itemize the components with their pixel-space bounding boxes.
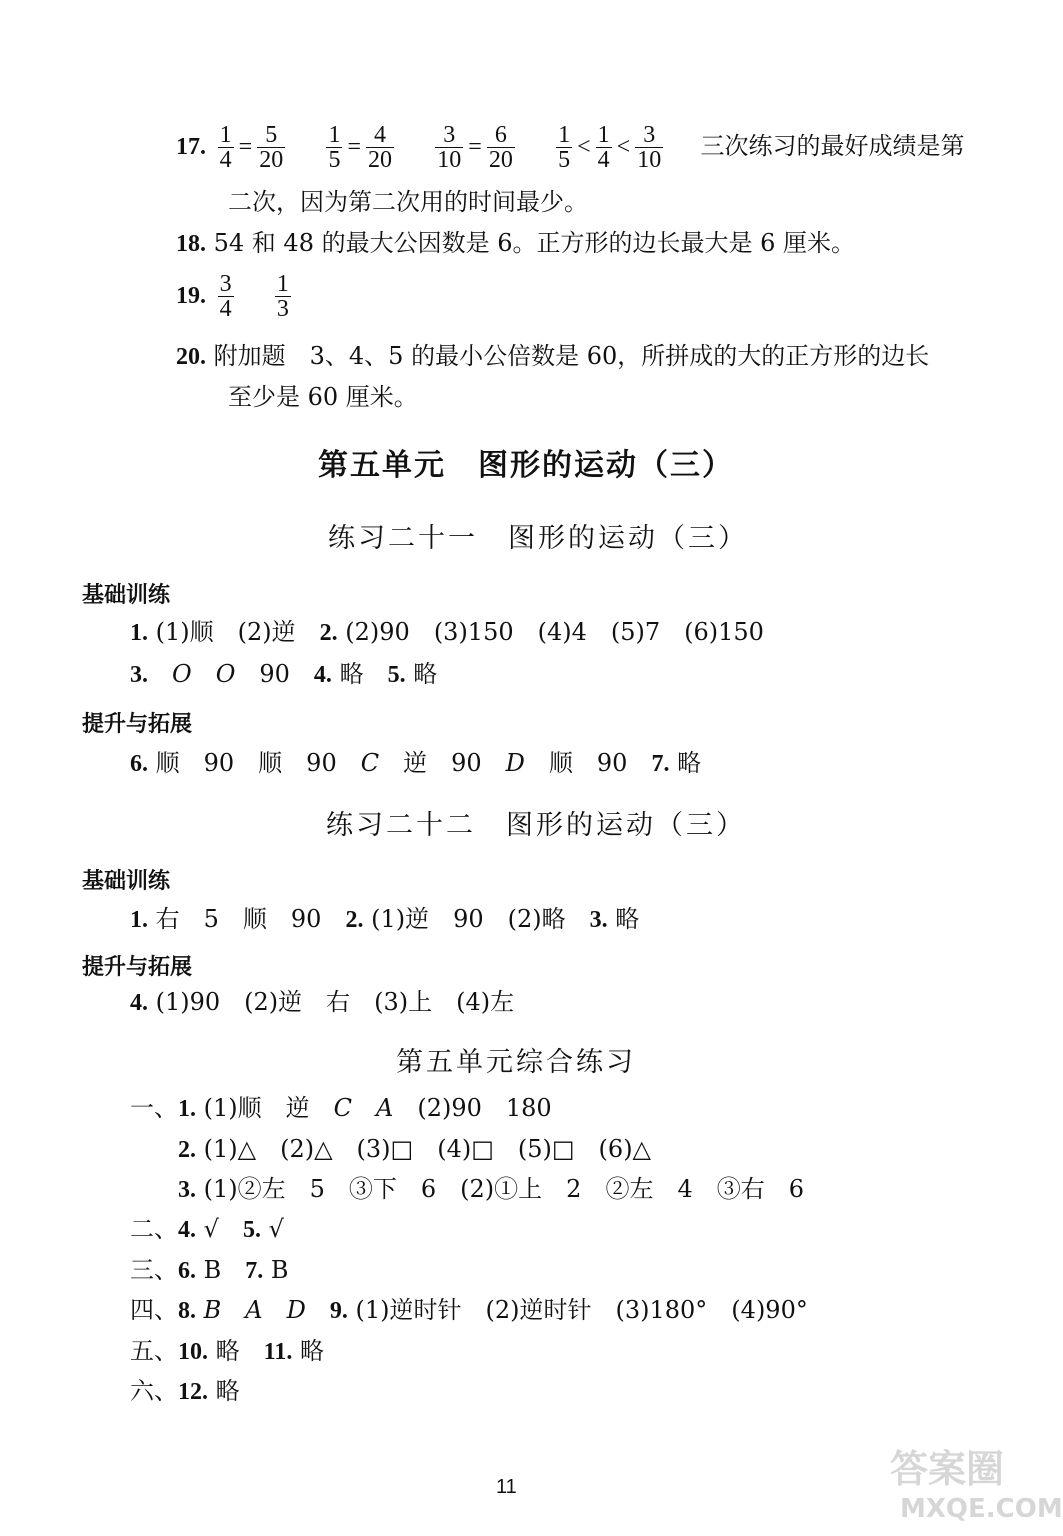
page-number: 11 <box>496 1476 517 1498</box>
ex22-line1: 1. 右 5 顺 90 2. (1)逆 90 (2)略 3. 略 <box>130 905 640 933</box>
review-title: 第五单元综合练习 <box>396 1047 636 1078</box>
fraction: $\frac{3}{10}$ <box>437 122 462 173</box>
q18-line: 18. 54 和 48 的最大公因数是 6。正方形的边长最大是 6 厘米。 <box>176 229 856 257</box>
review-line2: 2. (1)△ (2)△ (3)□ (4)□ (5)□ (6)△ <box>178 1135 652 1163</box>
fraction: $\frac{1}{4}$ <box>597 122 610 173</box>
q20-line1: 20. 附加题 3、4、5 的最小公倍数是 60，所拼成的大的正方形的边长 <box>176 342 930 370</box>
ex22-basic-heading: 基础训练 <box>82 869 171 894</box>
fraction: $\frac{1}{3}$ <box>276 271 289 322</box>
q17-line1: 17. $\frac{1}{4}$ = $\frac{5}{20}$ $\frac{1}{5}$ = $\frac{4}{20}$ $\frac{3}{10}$ = $\frac{6}{20}$ $\frac{1}{5}$ < $\frac{1}{4}$ < $\frac{3}{10}$ 三次练习的最好成绩是第 <box>176 122 965 173</box>
review-line7: 五、10. 略 11. 略 <box>130 1337 324 1365</box>
ex21-line1: 1. (1)顺 (2)逆 2. (2)90 (3)150 (4)4 (5)7 (6)150 <box>130 618 764 646</box>
fraction: $\frac{1}{4}$ <box>219 122 232 173</box>
fraction: $\frac{6}{20}$ <box>488 122 513 173</box>
review-line1: 一、1. (1)顺 逆 C A (2)90 180 <box>130 1094 552 1122</box>
ex22-title: 练习二十二 图形的运动（三） <box>326 810 746 841</box>
ex22-ext-heading: 提升与拓展 <box>82 955 193 980</box>
q20-line2: 至少是 60 厘米。 <box>228 383 418 411</box>
review-line8: 六、12. 略 <box>130 1377 240 1405</box>
ex22-line2: 4. (1)90 (2)逆 右 (3)上 (4)左 <box>130 988 515 1016</box>
watermark-url: MXQE.COM <box>900 1494 1063 1524</box>
fraction: $\frac{4}{20}$ <box>368 122 393 173</box>
review-line4: 二、4. √ 5. √ <box>130 1215 284 1243</box>
q17-number: 17. <box>176 134 206 160</box>
ex21-title: 练习二十一 图形的运动（三） <box>328 523 748 554</box>
review-line5: 三、6. B 7. B <box>130 1256 289 1284</box>
fraction: $\frac{1}{5}$ <box>558 122 571 173</box>
review-line6: 四、8. B A D 9. (1)逆时针 (2)逆时针 (3)180° (4)90° <box>130 1296 808 1324</box>
review-line3: 3. (1)②左 5 ③下 6 (2)①上 2 ②左 4 ③右 6 <box>178 1175 804 1203</box>
watermark-logo: 答案圈 <box>890 1447 1005 1491</box>
ex21-basic-heading: 基础训练 <box>82 583 171 608</box>
ex21-ext-heading: 提升与拓展 <box>82 712 193 737</box>
fraction: $\frac{3}{4}$ <box>219 271 232 322</box>
q17-line2: 二次，因为第二次用的时间最少。 <box>228 188 588 216</box>
fraction: $\frac{3}{10}$ <box>637 122 662 173</box>
q19-line: 19. $\frac{3}{4}$ $\frac{1}{3}$ <box>176 271 289 322</box>
ex21-line2: 3. O O 90 4. 略 5. 略 <box>130 660 438 688</box>
ex21-line3: 6. 顺 90 顺 90 C 逆 90 D 顺 90 7. 略 <box>130 749 702 777</box>
fraction: $\frac{5}{20}$ <box>259 122 284 173</box>
unit-title: 第五单元 图形的运动（三） <box>318 448 734 483</box>
fraction: $\frac{1}{5}$ <box>328 122 341 173</box>
q17-text1: 三次练习的最好成绩是第 <box>700 132 965 160</box>
